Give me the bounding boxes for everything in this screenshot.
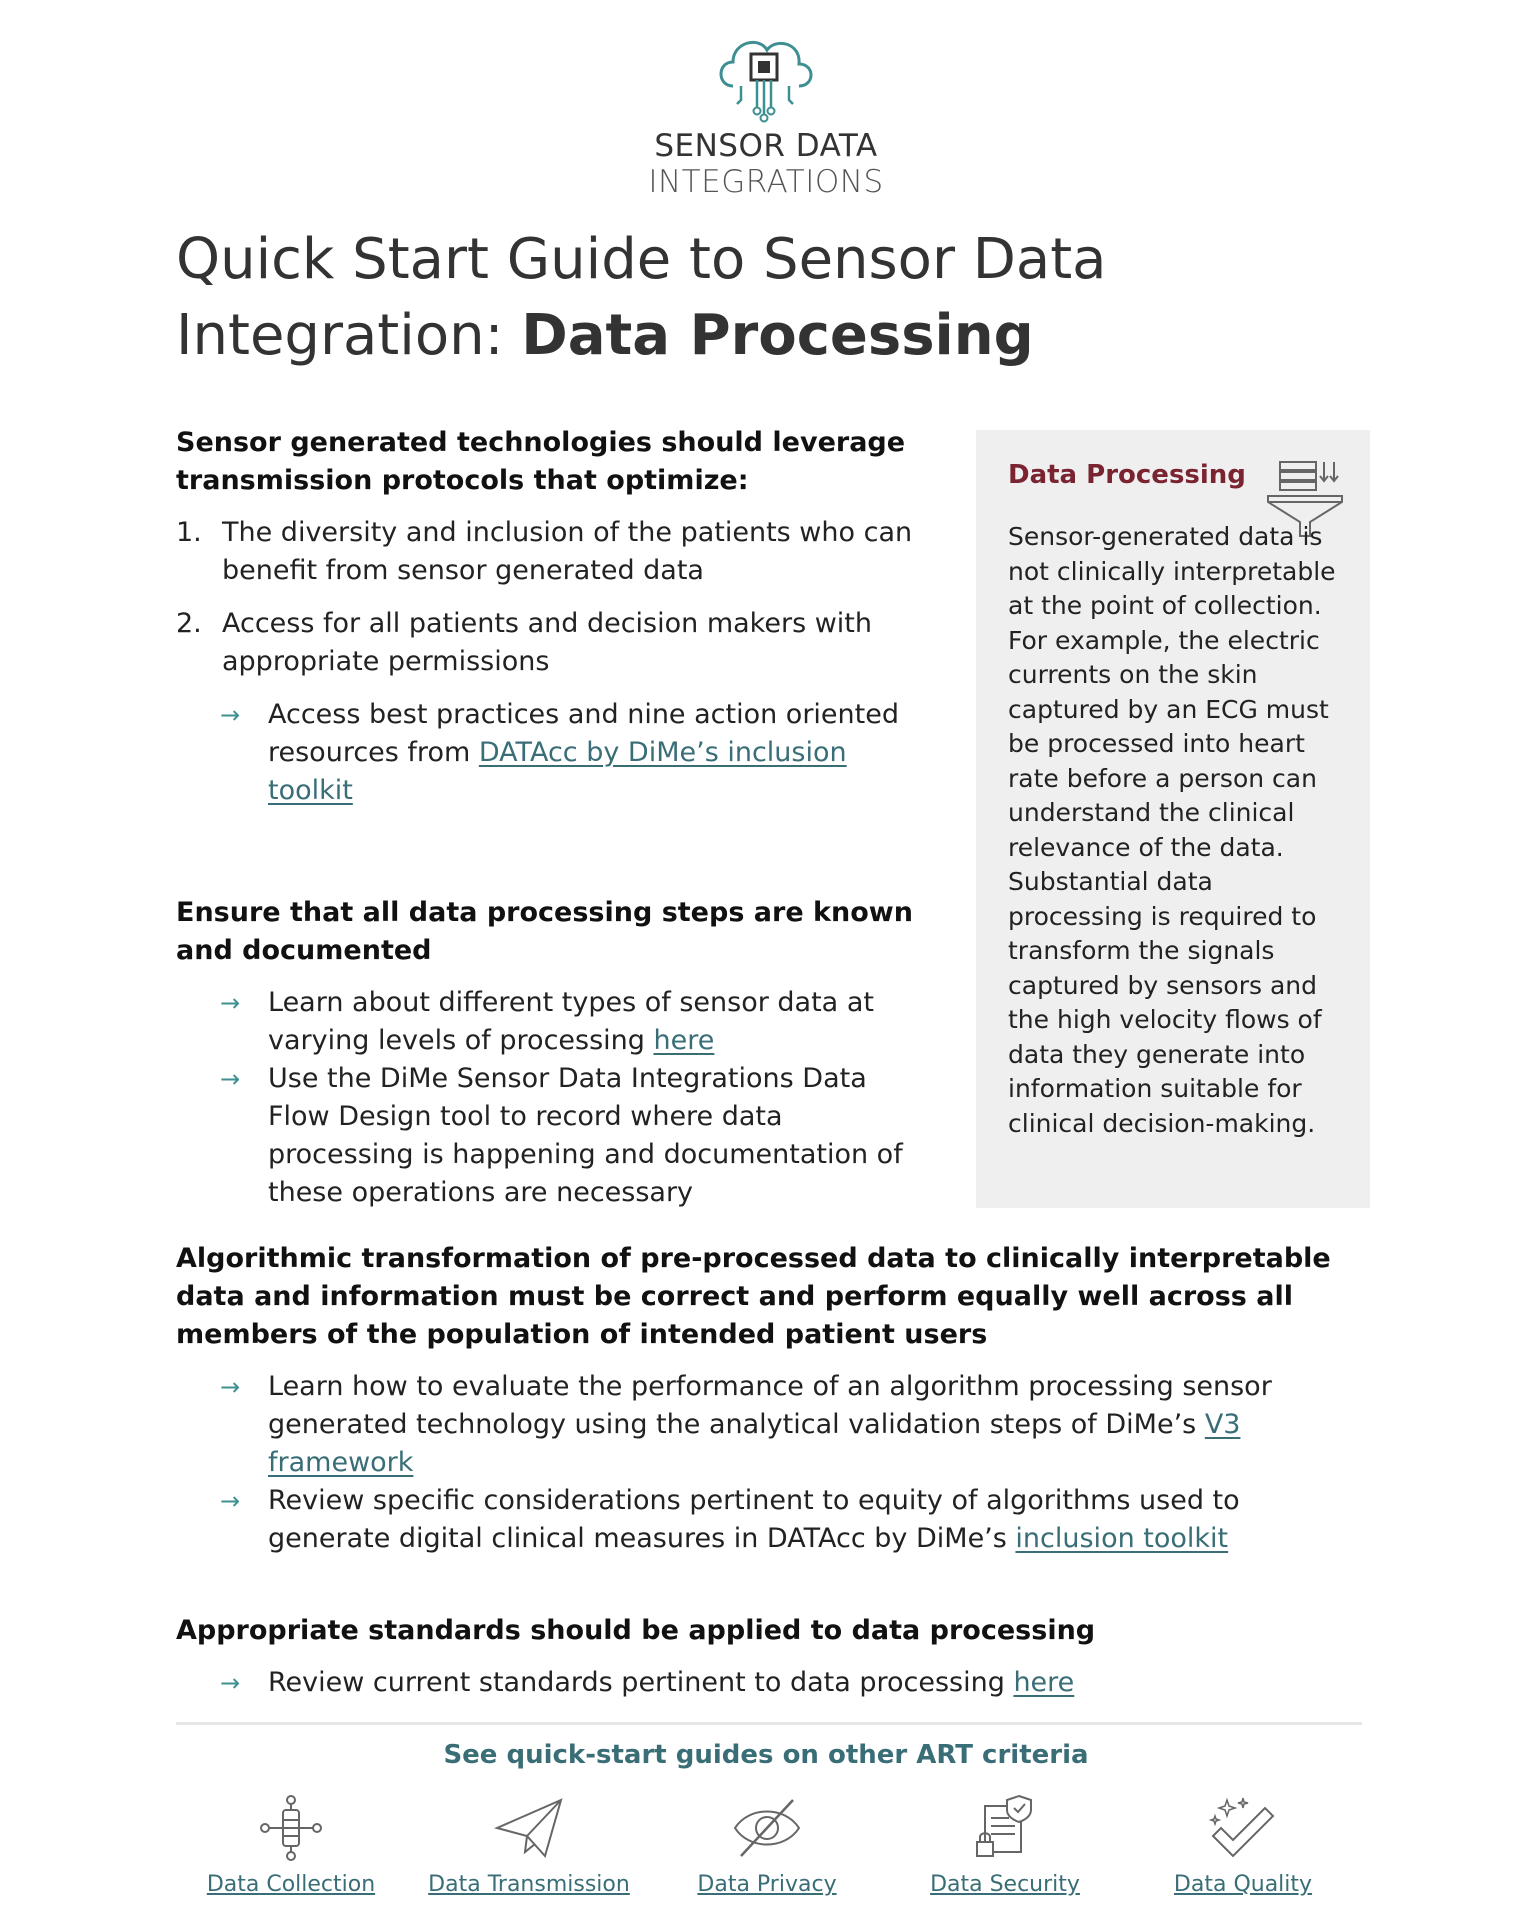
section4-bullets xyxy=(176,1664,1376,1702)
guide-data-quality[interactable] xyxy=(1138,1792,1348,1897)
logo-line1: SENSOR DATA xyxy=(654,128,878,164)
guide-label[interactable]: Data Collection xyxy=(206,1872,376,1897)
guide-data-transmission[interactable] xyxy=(424,1792,634,1897)
bullet-item xyxy=(176,1368,1316,1482)
arrow-icon: → xyxy=(220,1669,241,1697)
section1-heading: Sensor generated technologies should leverage transmission protocols that optimize: xyxy=(176,427,906,496)
footer-heading: See quick-start guides on other ART criteria xyxy=(443,1740,1089,1770)
section3-bullets xyxy=(176,1368,1316,1558)
list-item-text: Access for all patients and decision makers with appropriate permissions xyxy=(222,608,873,677)
inclusion-toolkit-link-2[interactable]: inclusion toolkit xyxy=(1015,1523,1229,1554)
paper-plane-icon xyxy=(493,1792,565,1864)
bullet-text: Learn about different types of sensor data at varying levels of processing xyxy=(268,987,874,1056)
guide-data-security[interactable] xyxy=(900,1792,1110,1897)
logo-line2: INTEGRATIONS xyxy=(648,164,884,200)
arrow-icon: → xyxy=(220,1373,241,1401)
section1-bullets xyxy=(176,696,936,810)
v3-framework-link[interactable]: V3 framework xyxy=(268,1409,1241,1478)
bullet-text: Access best practices and nine action oriented resources from xyxy=(268,699,899,768)
bullet-text: Review specific considerations pertinent to equity of algorithms used to generate digital clinical measures in DATAcc by DiMe’s xyxy=(268,1485,1240,1554)
arrow-icon: → xyxy=(220,989,241,1017)
guide-data-collection[interactable] xyxy=(186,1792,396,1897)
checkmark-sparkle-icon xyxy=(1207,1792,1279,1864)
section4-heading: Appropriate standards should be applied to data processing xyxy=(176,1615,1096,1646)
bullet-item xyxy=(176,1482,1316,1558)
bullet-text: Review current standards pertinent to data processing xyxy=(268,1667,1014,1698)
title-bold: Data Processing xyxy=(521,303,1034,368)
sidebar-text: Sensor-generated data is not clinically interpretable at the point of collection. For example, the electric currents on the skin captured by an ECG must be processed into heart rate before a person can understand the clinical relevance of the data. Substantial data processing is required to transform the signals captured by sensors and the high velocity flows of data they generate into information suitable for clinical decision-making. xyxy=(1008,522,1336,1138)
cloud-chip-icon xyxy=(711,28,821,124)
bullet-item xyxy=(176,1664,1376,1702)
footer-guides xyxy=(176,1792,1362,1902)
guide-label[interactable]: Data Privacy xyxy=(697,1872,837,1897)
list-number: 2. xyxy=(176,608,202,639)
guide-label[interactable]: Data Transmission xyxy=(428,1872,630,1897)
arrow-icon: → xyxy=(220,701,241,729)
eye-slash-icon xyxy=(731,1792,803,1864)
list-item xyxy=(176,605,936,681)
section1-list xyxy=(176,514,936,681)
arrow-icon: → xyxy=(220,1487,241,1515)
bullet-text: Learn how to evaluate the performance of an algorithm processing sensor generated technology using the analytical validation steps of DiMe’s xyxy=(268,1371,1272,1440)
bullet-item xyxy=(176,984,936,1060)
list-item-text: The diversity and inclusion of the patients who can benefit from sensor generated data xyxy=(222,517,913,586)
secure-document-icon xyxy=(969,1792,1041,1864)
sidebar-title: Data Processing xyxy=(1008,460,1246,490)
inclusion-toolkit-link[interactable]: DATAcc by DiMe’s inclusion toolkit xyxy=(268,737,847,806)
bullet-item xyxy=(176,696,936,810)
bullet-text: Use the DiMe Sensor Data Integrations Data Flow Design tool to record where data processing is happening and documentation of these operations are necessary xyxy=(268,1063,903,1208)
list-number: 1. xyxy=(176,517,202,548)
standards-here-link[interactable]: here xyxy=(1013,1667,1075,1698)
bullet-item xyxy=(176,1060,936,1212)
logo xyxy=(0,28,1532,200)
section3 xyxy=(176,1240,1376,1558)
section3-heading: Algorithmic transformation of pre-processed data to clinically interpretable data and information must be correct and perform equally well across all members of the population of intended patient users xyxy=(176,1243,1331,1350)
data-processing-sidebar xyxy=(976,430,1370,1208)
page-title xyxy=(176,222,1376,374)
here-link[interactable]: here xyxy=(653,1025,715,1056)
left-column xyxy=(176,424,936,1212)
arrow-icon: → xyxy=(220,1065,241,1093)
section4 xyxy=(176,1612,1376,1702)
list-item xyxy=(176,514,936,590)
footer-divider xyxy=(176,1722,1362,1725)
data-collection-icon xyxy=(255,1792,327,1864)
title-plain: Quick Start Guide to Sensor Data Integration: xyxy=(176,227,1107,368)
guide-label[interactable]: Data Quality xyxy=(1173,1872,1313,1897)
guide-data-privacy[interactable] xyxy=(662,1792,872,1897)
section2-bullets xyxy=(176,984,936,1212)
guide-label[interactable]: Data Security xyxy=(930,1872,1080,1897)
section2-heading: Ensure that all data processing steps are known and documented xyxy=(176,897,913,966)
